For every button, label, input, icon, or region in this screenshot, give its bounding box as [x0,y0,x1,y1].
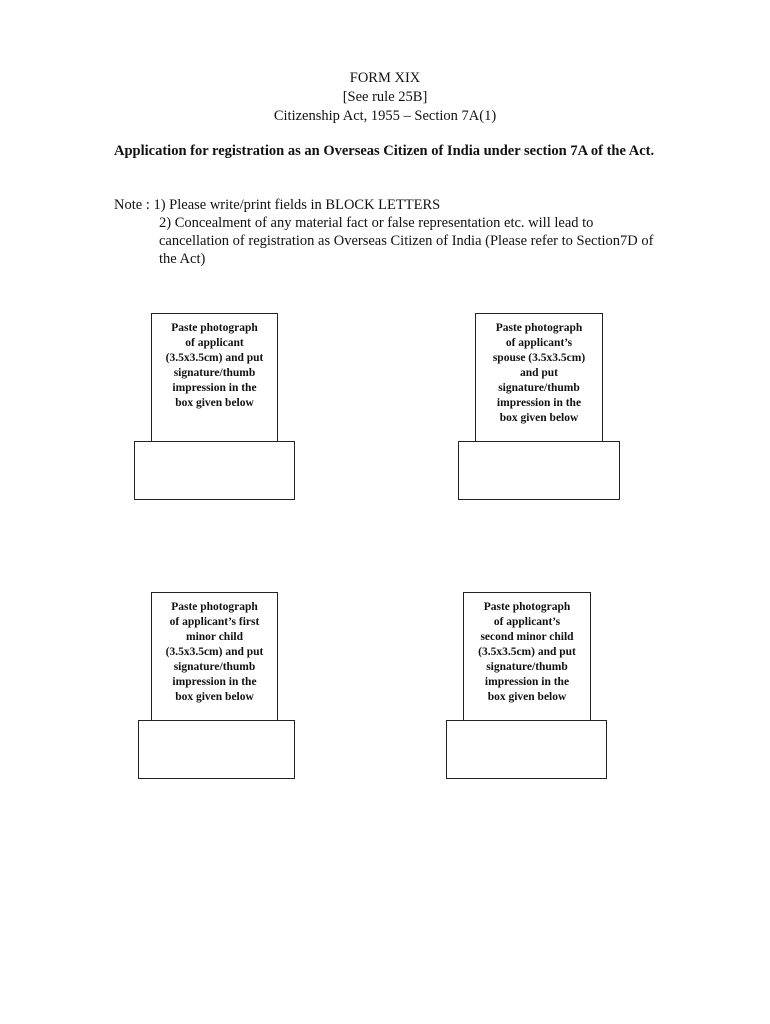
photo-instruction-line: signature/thumb [173,661,256,673]
photo-instruction-line: box given below [175,397,254,409]
note-line-2: 2) Concealment of any material fact or false representation etc. will lead to cancellation of registration as Overseas Citizen of India (Please refer to Section7D of the Act) [159,215,654,267]
application-heading: Application for registration as an Overseas Citizen of India under section 7A of the Act. [114,143,655,159]
photo-instruction-line: of applicant [185,337,244,349]
photo-instruction-line: box given below [175,691,254,703]
first-minor-child-signature-box[interactable] [138,720,295,779]
second-minor-child-signature-box[interactable] [446,720,607,779]
applicant-signature-box[interactable] [134,441,295,500]
photo-instruction-line: (3.5x3.5cm) and put [165,352,264,364]
second-minor-child-photo-box[interactable] [463,592,591,722]
photo-instruction-line: spouse (3.5x3.5cm) [492,352,586,364]
photo-instruction-line: box given below [499,412,579,424]
photo-instruction-line: Paste photograph [495,322,583,334]
spouse-photo-box[interactable] [475,313,603,443]
photo-instruction-line: of applicant’s [505,337,573,349]
photo-instruction-line: box given below [487,691,567,703]
form-act: Citizenship Act, 1955 – Section 7A(1) [273,108,497,124]
photo-instruction-line: of applicant’s [493,616,561,628]
photo-instruction-line: impression in the [496,397,582,409]
photo-instruction-line: Paste photograph [483,601,571,613]
form-rule: [See rule 25B] [342,89,428,105]
photo-instruction-line: second minor child [480,631,574,643]
photo-instruction-line: minor child [186,631,243,643]
photo-instruction-line: (3.5x3.5cm) and put [478,646,576,658]
photo-instruction-line: of applicant’s first [169,616,260,628]
photo-instruction-line: signature/thumb [486,661,568,673]
photo-instruction-line: Paste photograph [171,322,258,334]
form-title: FORM XIX [349,70,421,86]
first-minor-child-photo-box[interactable] [151,592,278,722]
photo-instruction-line: and put [519,367,559,379]
photo-instruction-line: signature/thumb [498,382,580,394]
photo-instruction-line: impression in the [484,676,570,688]
photo-instruction-line: Paste photograph [171,601,258,613]
note-line-1: Note : 1) Please write/print fields in BLOCK LETTERS [114,197,441,213]
applicant-photo-box[interactable] [151,313,278,443]
photo-instruction-line: impression in the [172,676,257,688]
photo-instruction-line: signature/thumb [173,367,256,379]
spouse-signature-box[interactable] [458,441,620,500]
form-header [0,69,770,126]
note-section [114,196,654,268]
photo-instruction-line: (3.5x3.5cm) and put [165,646,264,658]
photo-instruction-line: impression in the [172,382,257,394]
